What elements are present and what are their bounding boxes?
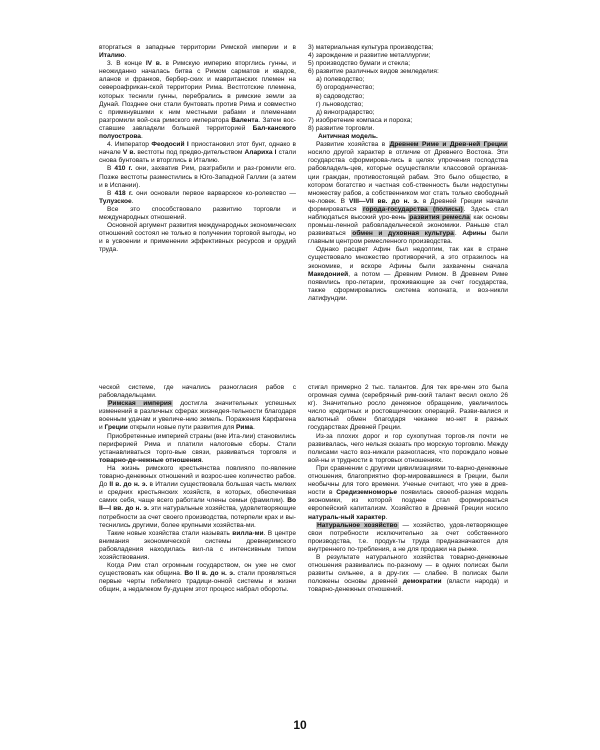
paragraph: Все это способствовало развитию торговли и международных отношений. xyxy=(99,205,296,221)
paragraph: стигал примерно 2 тыс. талантов. Для тех вре-мен это была огромная сумма (серебряный рим-ский талант весил около 26 кг). Значительно росло денежное обращение, увеличилось число кредитных и ростовщических операций. Разви-валися и валютный обмен благодаря чеканке мо-нет в разных государствах Древней Греции. xyxy=(308,384,508,432)
paragraph: Однако расцвет Афин был недолгим, так как в стране существовало множество противоречий, а это отразилось на экономике, и вскоре Афины были захвачены сначала Македонией, а потом — Древним Римом. В Древнем Риме появились про-летарии, проживающие за счет государства, также сформировались система колоната, и воз-никли латифундии. xyxy=(308,246,508,302)
paragraph: В 410 г. они, захватив Рим, разграбили и раз-громили его. Позже вестготы разместились в Юго-Западной Галлии (а затем и в Испании). xyxy=(99,165,296,189)
list-item: 4) зарождение и развитие металлургии; xyxy=(308,52,431,60)
paragraph: 4. Император Феодосий I приостановил этот бунт, однако в начале V в. вестготы под предво-дительством Алариха I стали снова бунтовать и вторглись в Италию. xyxy=(99,141,296,165)
list-item: 6) развитие различных видов земледелия: xyxy=(308,68,439,76)
paragraph: Развитие хозяйства в Древнем Риме и Древ-ней Греции носило другой характер в отличие от Древнего Востока. Эти государства сформирова-лись в целях упрочения господства рабовладель-цев, которые осуществляли классовой организа-ции граждан, противостоящей рабам. Это было общество, в котором богатство и частная соб-ственность были недоступны множеству рабов, а собственником мог стать только свободный че-ловек. В VIII—VII вв. до н. э. в Древней Греции начали формироваться города-государства (полисы). Здесь стал наблюдаться высокий уро-вень развития ремесла как основы промыш-ленной рабовладельческой экономики. Раньше стал развиваться обмен и духовная культура. Афины были главным центром ремесленного производства. xyxy=(308,141,508,246)
paragraph: В 418 г. они основали первое варварское ко-ролевство — Тулузское. xyxy=(99,189,296,205)
list-item: 8) развитие торговли. xyxy=(308,124,375,132)
bottom-right-column xyxy=(308,384,508,687)
paragraph: Такие новые хозяйства стали называть вилла-ми. В центре внимания экономической системы древнеримского рабовладения находилась вил-ла с интенсивным типом хозяйствования. xyxy=(99,529,296,561)
paragraph: Основной аргумент развития международных экономических отношений состоял не только в получении торговой выгоды, но и в усвоении и применении эффективных ресурсов и орудий труда. xyxy=(99,222,296,254)
paragraph: Приобретенные империей страны (вне Ита-лии) становились периферией Рима и платили налоговые сборы. Стали устанавливаться торго-вые связи, развиваться торговля и товарно-де-нежные отношения. xyxy=(99,432,296,464)
page-number: 10 xyxy=(293,718,307,732)
paragraph: Когда Рим стал огромным государством, он уже не смог существовать как община. Во II в. до н. э. стали проявляться первые черты гибелиего традици-онной системы и жизни общин, а недалеком бу-дущем этот процесс набрал обороты. xyxy=(99,562,296,594)
list-item: 7) изобретение компаса и пороха; xyxy=(308,116,413,124)
paragraph: 3. В конце IV в. в Римскую империю вторглись гунны, и неожиданно началась битва с Римом сарматов и квадов, аланов и франков, бербер-ских и мавританских племен на североафрикан-ской территории Рима. Вестготские племена, которых теснили гунны, перебрались в римские земли за Дунай. Позднее они стали бунтовать против Рима и совместно с примкнувшими к ним местными рабами и племенами разгромили вой-ска римского императора Валента. Затем вос-ставшие завладели большей территорией Бал-канского полуострова. xyxy=(99,60,296,141)
paragraph: При сравнении с другими цивилизациями то-варно-денежные отношения, благоприятно фор-мировавшиеся в Греции, были необычны для того времени. Ученые считают, что уже в древ-ности в Средиземноморье появилась своеоб-разная модель экономики, из которой позднее стал формироваться европейский капитализм. Хозяйство в Древней Греции носило натураль-ный характер. xyxy=(308,464,508,521)
list-subitem: д) виноградарство; xyxy=(316,108,375,116)
list-subitem: г) льноводство; xyxy=(316,100,364,108)
paragraph: Натуральное хозяйство — хозяйство, удов-летворяющее свои потребности исключительно за счет собственного производства, т.е. продук-ты труда предназначаются для внутреннего по-требления, а не для продажи на рынке. xyxy=(308,521,508,553)
bottom-left-column xyxy=(99,384,296,687)
list-item: 5) производство бумаги и стекла; xyxy=(308,60,411,68)
paragraph: Из-за плохих дорог и гор сухопутная торгов-ля почти не развивалась, чего нельзя сказать про морскую торговлю. Между полисами часто воз-никали разногласия, что порождало новые вой-ны и трудности в торговых отношениях. xyxy=(308,432,508,464)
top-right-column xyxy=(308,44,508,349)
paragraph: ческой системе, где начались разногласия рабов с рабовладельцами. xyxy=(99,384,296,400)
top-left-column xyxy=(99,44,296,334)
list-subitem: б) огородничество; xyxy=(316,84,375,92)
paragraph: Римская империя достигла значительных успешных изменений в различных сферах жизнедея-тельности благодаря военным удачам и увеличе-нию земель. Поражения Карфагена и Греции открыли новые пути развития для Рима. xyxy=(99,400,296,432)
list-subitem: в) садоводство; xyxy=(316,92,365,100)
paragraph: вторгаться в западные территории Римской империи и в Италию. xyxy=(99,44,296,60)
list-subitem: а) полеводство; xyxy=(316,76,365,84)
list-item: 3) материальная культура производства; xyxy=(308,44,434,51)
paragraph: На жизнь римского крестьянства повлияло по-явление товарно-денежных отношений и возрос-шее количество рабов. До II в. до н. э. в Италии существовала большая часть мелких и средних крестьянских хозяйств, в которых, обеспечивая самих себя, чаще всего работали члены семьи (фамилии). Во II—I вв. до н. э. эти натуральные хозяйства, удовлетворяющие потребности за счет своего производства, потерпели крах и вы-теснились другими, более крупными хозяйства-ми. xyxy=(99,464,296,529)
section-heading: Античная модель. xyxy=(318,133,378,141)
paragraph: В результате натурального хозяйства товарно-денежные отношения развивались по-разному — в одних полисах были развиты сильнее, а в дру-гих — слабее. В полисах были положены основы древней демократии (власти народа) и товарно-денежных отношений. xyxy=(308,553,508,594)
